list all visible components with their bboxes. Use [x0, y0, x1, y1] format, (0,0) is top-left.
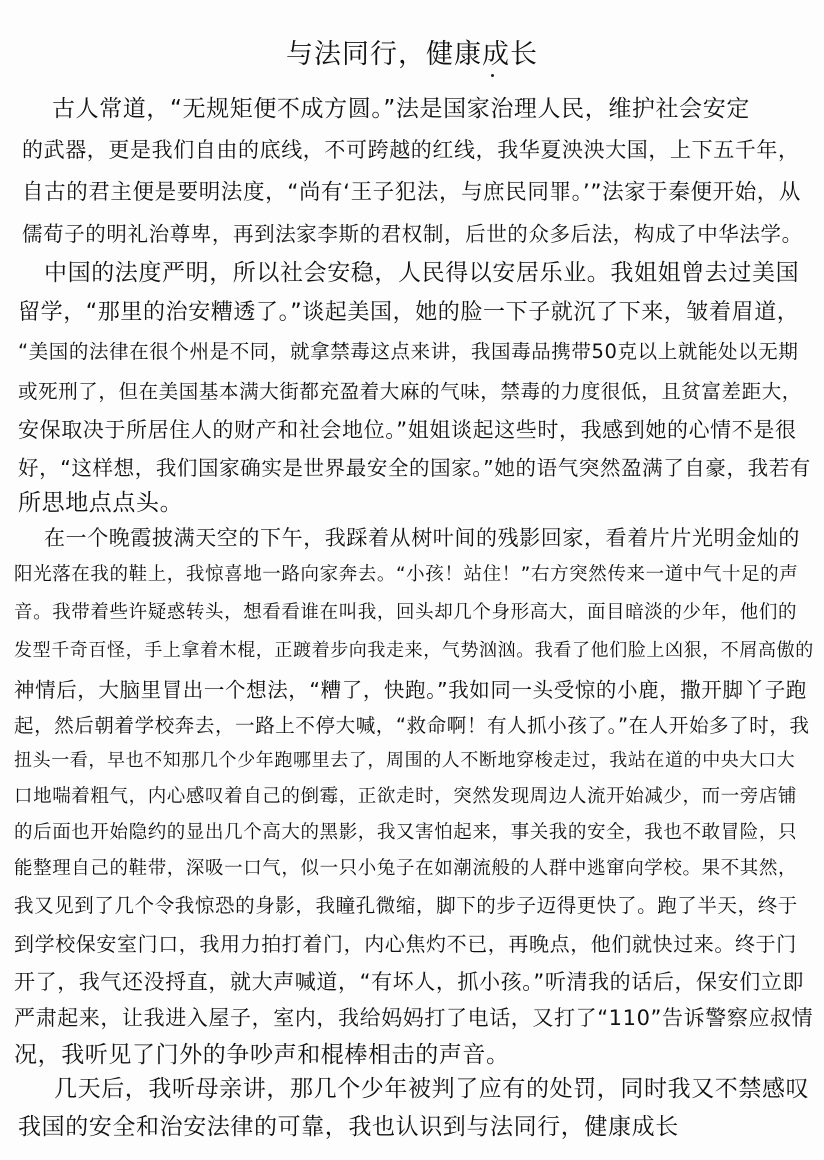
text-line: 口地喘着粗气，内心感叹着自己的倒霉，正欲走时，突然发现周边人流开始减少，而一旁店铺	[14, 786, 798, 807]
stray-ink-dot	[491, 74, 494, 77]
text-line: 起，然后朝着学校奔去，一路上不停大喊，“救命啊！有人抓小孩了。”在人开始多了时，我	[14, 714, 810, 737]
text-line: 我国的安全和治安法律的可靠，我也认识到与法同行，健康成长	[18, 1114, 679, 1140]
text-line: 的后面也开始隐约的显出几个高大的黑影，我又害怕起来，事关我的安全，我也不敢冒险，只	[14, 822, 798, 843]
text-line: 几天后，我听母亲讲，那几个少年被判了应有的处罚，同时我又不禁感叹	[54, 1076, 810, 1102]
text-line: 的武器，更是我们自由的底线，不可跨越的红线，我华夏泱泱大国，上下五千年，	[22, 138, 800, 162]
text-line: 古人常道，“无规矩便不成方圆。”法是国家治理人民，维护社会安定	[52, 96, 750, 122]
text-line: 自古的君主便是要明法度，“尚有‘王子犯法，与庶民同罪。’”法家于秦便开始，从	[22, 180, 801, 205]
text-line: “美国的法律在很个州是不同，就拿禁毒这点来讲，我国毒品携带50克以上就能处以无期	[18, 340, 799, 363]
text-line: 阳光落在我的鞋上，我惊喜地一路向家奔去。“小孩！站住！”右方突然传来一道中气十足的声	[14, 564, 799, 585]
text-line: 留学，“那里的治安糟透了。”谈起美国，她的脸一下子就沉了下来，皱着眉道，	[18, 300, 800, 325]
essay-title: 与法同行，健康成长	[286, 39, 538, 70]
text-line: 况，我听见了门外的争吵声和棍棒相击的声音。	[14, 1042, 510, 1068]
text-line: 到学校保安室门口，我用力拍打着门，内心焦灼不已，再晚点，他们就快过来。终于门	[14, 932, 797, 956]
text-line: 好，“这样想，我们国家确实是世界最安全的国家。”她的语气突然盈满了自豪，我若有	[18, 456, 811, 480]
text-line: 能整理自己的鞋带，深吸一口气，似一只小兔子在如潮流般的人群中逃窜向学校。果不其然，	[14, 858, 798, 879]
text-line: 我又见到了几个令我惊恐的身影，我瞳孔微缩，脚下的步子迈得更快了。跑了半天，终于	[14, 894, 798, 917]
text-line: 所思地点点头。	[18, 490, 184, 516]
text-line: 在一个晚霞披满天空的下午，我踩着从树叶间的残影回家，看着片片光明金灿的	[44, 526, 800, 550]
text-line: 开了，我气还没捋直，就大声喊道，“有坏人，抓小孩。”听清我的话后，保安们立即	[14, 970, 805, 994]
text-line: 扭头一看，早也不知那几个少年跑哪里去了，周围的人不断地穿梭走过，我站在道的中央大口大	[14, 750, 796, 771]
text-line: 儒荀子的明礼治尊卑，再到法家李斯的君权制，后世的众多后法，构成了中华法学。	[22, 222, 803, 246]
text-line: 或死刑了，但在美国基本满大街都充盈着大麻的气味，禁毒的力度很低，且贫富差距大，	[18, 380, 802, 403]
text-line: 神情后，大脑里冒出一个想法，“糟了，快跑。”我如同一头受惊的小鹿，撒开脚丫子跑	[14, 678, 807, 702]
text-line: 音。我带着些许疑惑转头，想看看谁在叫我，回头却几个身形高大，面目暗淡的少年，他们的	[14, 602, 798, 623]
text-line: 发型千奇百怪，手上拿着木棍，正踱着步向我走来，气势汹汹。我看了他们脸上凶狠，不屑高傲的	[14, 640, 814, 661]
text-line: 中国的法度严明，所以社会安稳，人民得以安居乐业。我姐姐曾去过美国	[44, 260, 800, 286]
text-line: 安保取决于所居住人的财产和社会地位。”姐姐谈起这些时，我感到她的心情不是很	[18, 418, 797, 442]
text-line: 严肃起来，让我进入屋子，室内，我给妈妈打了电话，又打了“110”告诉警察应叔情	[14, 1006, 814, 1030]
